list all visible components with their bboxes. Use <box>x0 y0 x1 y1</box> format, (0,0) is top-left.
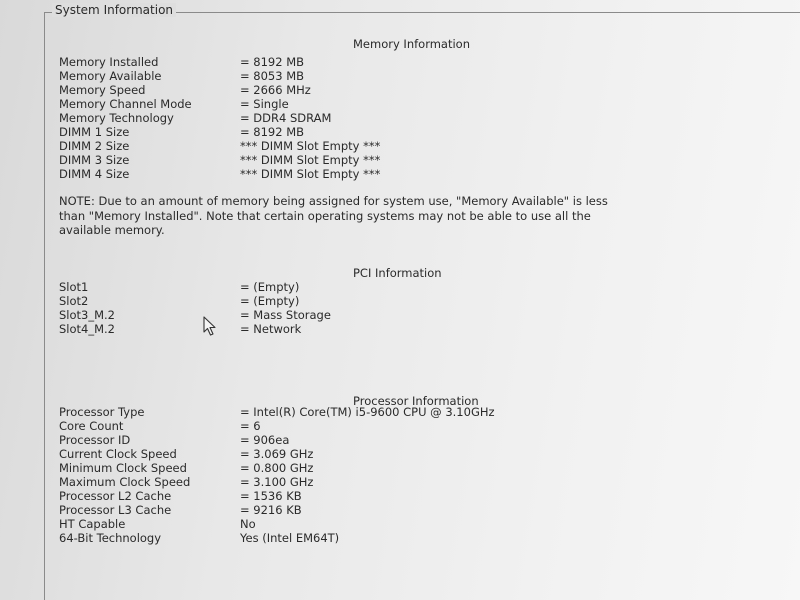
row-label: Maximum Clock Speed <box>59 475 191 489</box>
row-label: Memory Speed <box>59 83 146 97</box>
processor-row <box>59 461 759 475</box>
row-value: = Mass Storage <box>240 308 331 322</box>
row-label: Slot4_M.2 <box>59 322 116 336</box>
row-label: Memory Installed <box>59 55 159 69</box>
row-value: = 8192 MB <box>240 55 305 69</box>
row-label: Minimum Clock Speed <box>59 461 187 475</box>
row-label: Slot1 <box>59 280 89 294</box>
row-value: *** DIMM Slot Empty *** <box>240 167 381 181</box>
processor-row <box>59 433 759 447</box>
row-label: Memory Technology <box>59 111 174 125</box>
memory-row <box>59 139 759 153</box>
row-value: No <box>240 517 256 531</box>
row-value: = Network <box>240 322 302 336</box>
processor-row <box>59 475 759 489</box>
row-value: = 3.100 GHz <box>240 475 314 489</box>
row-value: = 8053 MB <box>240 69 305 83</box>
row-value: = (Empty) <box>240 294 300 308</box>
row-value: = Intel(R) Core(TM) i5-9600 CPU @ 3.10GHz <box>240 405 495 419</box>
pci-row <box>59 294 759 308</box>
note-line: than "Memory Installed". Note that certain operating systems may not be able to use all the <box>59 208 591 223</box>
processor-row <box>59 447 759 461</box>
row-label: DIMM 3 Size <box>59 153 130 167</box>
memory-row <box>59 153 759 167</box>
processor-row <box>59 489 759 503</box>
memory-note <box>59 194 719 238</box>
processor-row <box>59 405 759 419</box>
row-label: Processor ID <box>59 433 131 447</box>
pci-section-title: PCI Information <box>353 266 442 280</box>
row-value: = 9216 KB <box>240 503 302 517</box>
row-label: Memory Available <box>59 69 162 83</box>
processor-row <box>59 531 759 545</box>
row-value: Yes (Intel EM64T) <box>240 531 340 545</box>
row-value: = DDR4 SDRAM <box>240 111 332 125</box>
row-label: 64-Bit Technology <box>59 531 162 545</box>
row-label: Memory Channel Mode <box>59 97 192 111</box>
row-value: = Single <box>240 97 289 111</box>
pci-row <box>59 308 759 322</box>
row-label: DIMM 1 Size <box>59 125 130 139</box>
note-line: available memory. <box>59 223 165 237</box>
memory-row <box>59 83 759 97</box>
processor-row <box>59 517 759 531</box>
row-value: *** DIMM Slot Empty *** <box>240 153 381 167</box>
row-label: Processor L3 Cache <box>59 503 172 517</box>
row-label: Processor Type <box>59 405 145 419</box>
group-title: System Information <box>52 3 176 17</box>
row-label: DIMM 4 Size <box>59 167 130 181</box>
row-value: = (Empty) <box>240 280 300 294</box>
memory-row <box>59 97 759 111</box>
row-value: = 8192 MB <box>240 125 305 139</box>
row-label: Processor L2 Cache <box>59 489 172 503</box>
row-label: DIMM 2 Size <box>59 139 130 153</box>
row-value: = 1536 KB <box>240 489 302 503</box>
memory-row <box>59 167 759 181</box>
memory-row <box>59 69 759 83</box>
row-value: = 3.069 GHz <box>240 447 314 461</box>
processor-row <box>59 503 759 517</box>
row-value: = 906ea <box>240 433 290 447</box>
row-value: = 2666 MHz <box>240 83 311 97</box>
mouse-pointer-icon <box>203 316 217 336</box>
row-label: Current Clock Speed <box>59 447 177 461</box>
row-label: Core Count <box>59 419 124 433</box>
memory-section-title: Memory Information <box>353 37 470 51</box>
note-line: NOTE: Due to an amount of memory being assigned for system use, "Memory Available" is less <box>59 194 608 208</box>
row-value: = 6 <box>240 419 261 433</box>
row-label: Slot2 <box>59 294 89 308</box>
memory-row <box>59 55 759 69</box>
memory-row <box>59 125 759 139</box>
row-label: Slot3_M.2 <box>59 308 116 322</box>
pci-row <box>59 280 759 294</box>
row-value: = 0.800 GHz <box>240 461 314 475</box>
row-value: *** DIMM Slot Empty *** <box>240 139 381 153</box>
memory-row <box>59 111 759 125</box>
processor-section-title: Processor Information <box>353 394 479 408</box>
processor-row <box>59 419 759 433</box>
row-label: HT Capable <box>59 517 126 531</box>
pci-row <box>59 322 759 336</box>
